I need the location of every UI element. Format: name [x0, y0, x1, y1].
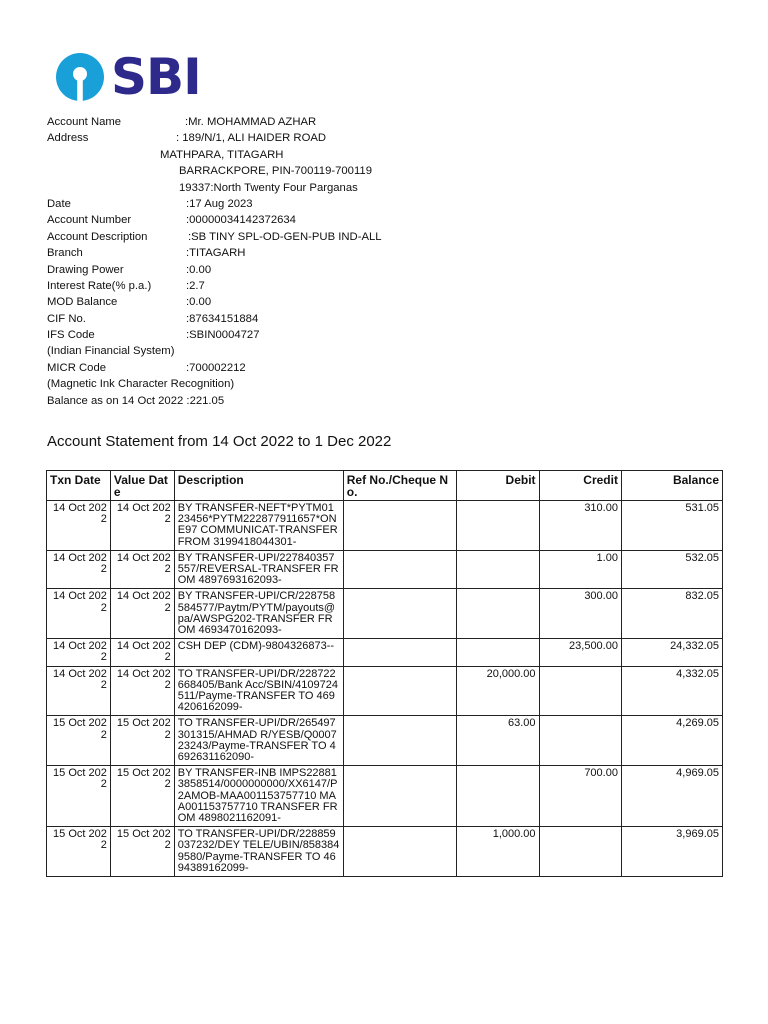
- cif-value: :87634151884: [186, 312, 259, 325]
- cell-txn-date: 14 Oct 2022: [47, 550, 111, 589]
- cell-balance: 4,269.05: [621, 716, 722, 766]
- cell-balance: 832.05: [621, 589, 722, 639]
- account-details: [47, 114, 727, 409]
- cell-debit: 1,000.00: [457, 827, 539, 877]
- cif-label: CIF No.: [47, 312, 86, 325]
- opening-balance-line: Balance as on 14 Oct 2022 :221.05: [47, 394, 225, 407]
- cell-debit: 63.00: [457, 716, 539, 766]
- sbi-logo-icon: [55, 52, 105, 102]
- cell-value-date: 15 Oct 2022: [110, 716, 174, 766]
- date-value: :17 Aug 2023: [186, 197, 253, 210]
- cell-balance: 531.05: [621, 501, 722, 551]
- header-credit: Credit: [539, 471, 621, 501]
- cell-credit: 1.00: [539, 550, 621, 589]
- ifs-code-value: :SBIN0004727: [186, 329, 260, 342]
- cell-credit: 310.00: [539, 501, 621, 551]
- address-line-2: MATHPARA, TITAGARH: [160, 148, 284, 161]
- table-row: [47, 501, 723, 551]
- cell-value-date: 14 Oct 2022: [110, 639, 174, 666]
- cell-value-date: 14 Oct 2022: [110, 666, 174, 716]
- micr-code-label: MICR Code: [47, 361, 107, 374]
- header-description: Description: [174, 471, 343, 501]
- cell-balance: 4,332.05: [621, 666, 722, 716]
- address-line-3: BARRACKPORE, PIN-700119-700119: [179, 165, 372, 178]
- table-row: [47, 639, 723, 666]
- header-balance: Balance: [621, 471, 722, 501]
- table-row: [47, 827, 723, 877]
- bank-name: SBI: [111, 48, 201, 106]
- cell-ref: [343, 639, 456, 666]
- cell-value-date: 15 Oct 2022: [110, 766, 174, 827]
- account-name-value: :Mr. MOHAMMAD AZHAR: [185, 116, 317, 128]
- table-header-row: [47, 471, 723, 501]
- statement-title: Account Statement from 14 Oct 2022 to 1 Dec 2022: [47, 433, 392, 450]
- table-row: [47, 589, 723, 639]
- account-number-label: Account Number: [47, 214, 132, 227]
- date-label: Date: [47, 197, 71, 210]
- drawing-power-value: :0.00: [186, 263, 212, 276]
- interest-rate-value: :2.7: [186, 279, 205, 292]
- cell-debit: [457, 550, 539, 589]
- cell-balance: 4,969.05: [621, 766, 722, 827]
- cell-value-date: 14 Oct 2022: [110, 550, 174, 589]
- address-line-1: : 189/N/1, ALI HAIDER ROAD: [176, 132, 327, 145]
- cell-credit: [539, 716, 621, 766]
- cell-credit: 300.00: [539, 589, 621, 639]
- cell-txn-date: 15 Oct 2022: [47, 766, 111, 827]
- interest-rate-label: Interest Rate(% p.a.): [47, 279, 152, 292]
- header-txn-date: Txn Date: [47, 471, 111, 501]
- header-value-date: Value Date: [110, 471, 174, 501]
- cell-value-date: 14 Oct 2022: [110, 501, 174, 551]
- header-debit: Debit: [457, 471, 539, 501]
- cell-ref: [343, 550, 456, 589]
- address-label: Address: [47, 132, 89, 145]
- cell-description: BY TRANSFER-UPI/CR/228758584577/Paytm/PYTM/payouts@pa/AWSPG202-TRANSFER FROM 4693470162093-: [174, 589, 343, 639]
- ifs-note: (Indian Financial System): [47, 345, 175, 358]
- cell-description: BY TRANSFER-NEFT*PYTM0123456*PYTM222877911657*ONE97 COMMUNICAT-TRANSFER FROM 3199418044301-: [174, 501, 343, 551]
- cell-debit: [457, 501, 539, 551]
- cell-txn-date: 14 Oct 2022: [47, 501, 111, 551]
- cell-debit: [457, 766, 539, 827]
- cell-debit: [457, 589, 539, 639]
- account-name-label: Account Name: [47, 116, 122, 128]
- table-row: [47, 766, 723, 827]
- cell-txn-date: 14 Oct 2022: [47, 589, 111, 639]
- cell-ref: [343, 589, 456, 639]
- cell-ref: [343, 501, 456, 551]
- cell-description: BY TRANSFER-INB IMPS228813858514/0000000000/XX6147/P2AMOB-MAA001153757710 MAA001153757710 TRANSFER FROM 4898021162091-: [174, 766, 343, 827]
- cell-txn-date: 15 Oct 2022: [47, 716, 111, 766]
- cell-balance: 3,969.05: [621, 827, 722, 877]
- cell-credit: 700.00: [539, 766, 621, 827]
- table-row: [47, 666, 723, 716]
- cell-value-date: 14 Oct 2022: [110, 589, 174, 639]
- cell-ref: [343, 827, 456, 877]
- cell-credit: [539, 827, 621, 877]
- mod-balance-value: :0.00: [186, 296, 212, 309]
- mod-balance-label: MOD Balance: [47, 296, 118, 309]
- header-ref: Ref No./Cheque No.: [343, 471, 456, 501]
- branch-value: :TITAGARH: [186, 247, 246, 260]
- account-description-label: Account Description: [47, 230, 148, 243]
- cell-ref: [343, 766, 456, 827]
- cell-ref: [343, 666, 456, 716]
- cell-description: TO TRANSFER-UPI/DR/265497301315/AHMAD R/YESB/Q000723243/Payme-TRANSFER TO 4692631162090-: [174, 716, 343, 766]
- cell-txn-date: 14 Oct 2022: [47, 666, 111, 716]
- cell-credit: [539, 666, 621, 716]
- account-number-value: :00000034142372634: [186, 214, 296, 227]
- cell-description: TO TRANSFER-UPI/DR/228859037232/DEY TELE/UBIN/8583849580/Payme-TRANSFER TO 4694389162099-: [174, 827, 343, 877]
- cell-balance: 24,332.05: [621, 639, 722, 666]
- ifs-code-label: IFS Code: [47, 329, 95, 342]
- cell-description: BY TRANSFER-UPI/227840357557/REVERSAL-TRANSFER FROM 4897693162093-: [174, 550, 343, 589]
- cell-credit: 23,500.00: [539, 639, 621, 666]
- table-row: [47, 716, 723, 766]
- cell-balance: 532.05: [621, 550, 722, 589]
- transactions-table: [46, 470, 723, 877]
- cell-description: CSH DEP (CDM)-9804326873--: [174, 639, 343, 666]
- cell-txn-date: 15 Oct 2022: [47, 827, 111, 877]
- bank-logo: [55, 48, 201, 106]
- cell-ref: [343, 716, 456, 766]
- drawing-power-label: Drawing Power: [47, 263, 124, 276]
- cell-value-date: 15 Oct 2022: [110, 827, 174, 877]
- cell-debit: 20,000.00: [457, 666, 539, 716]
- table-row: [47, 550, 723, 589]
- micr-code-value: :700002212: [186, 361, 246, 374]
- account-description-value: :SB TINY SPL-OD-GEN-PUB IND-ALL: [188, 230, 382, 243]
- branch-label: Branch: [47, 247, 83, 260]
- cell-description: TO TRANSFER-UPI/DR/228722668405/Bank Acc/SBIN/4109724511/Payme-TRANSFER TO 4694206162099-: [174, 666, 343, 716]
- address-line-4: 19337:North Twenty Four Parganas: [179, 181, 358, 194]
- cell-txn-date: 14 Oct 2022: [47, 639, 111, 666]
- cell-debit: [457, 639, 539, 666]
- micr-note: (Magnetic Ink Character Recognition): [47, 378, 235, 391]
